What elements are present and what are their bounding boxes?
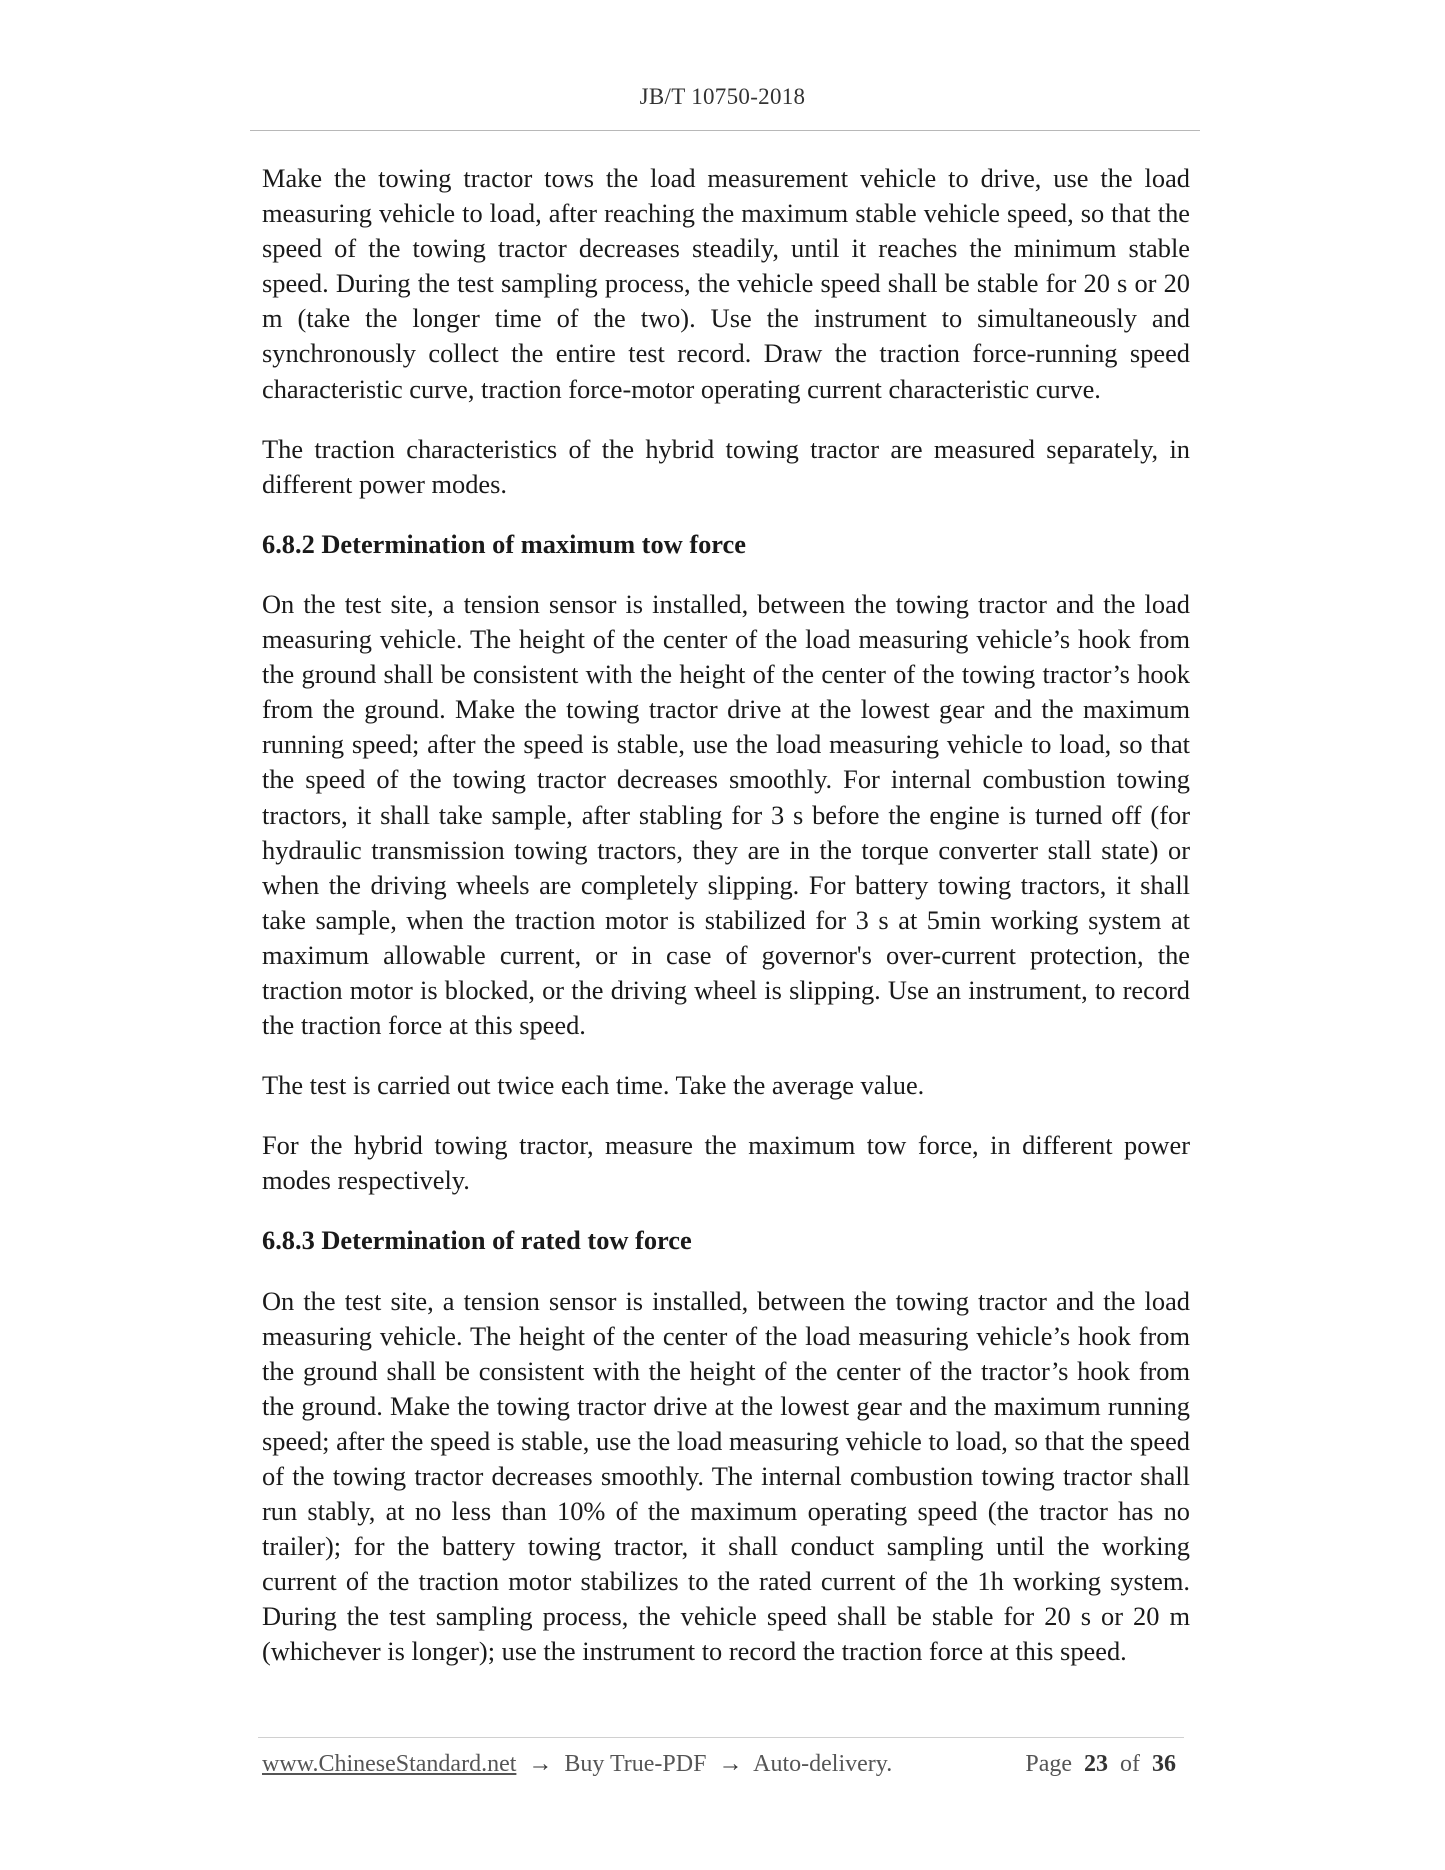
- body-paragraph-5: For the hybrid towing tractor, measure the maximum tow force, in different power modes respectively.: [262, 1130, 1190, 1196]
- page-current: 23: [1084, 1751, 1108, 1777]
- page-footer: [262, 1751, 1184, 1785]
- footer-purchase-info: [262, 1751, 892, 1778]
- section-heading-6-8-2: 6.8.2 Determination of maximum tow force: [262, 528, 746, 559]
- page-number: [1025, 1751, 1182, 1778]
- body-paragraph-6: On the test site, a tension sensor is installed, between the towing tractor and the load measuring vehicle. The height of the center of the load measuring vehicle’s hook from the ground shall be consistent with the height of the center of the tractor’s hook from the ground. Make the towing tractor drive at the lowest gear and the maximum running speed; after the speed is stable, use the load measuring vehicle to load, so that the speed of the towing tractor decreases smoothly. The internal combustion towing tractor shall run stably, at no less than 10% of the maximum operating speed (the tractor has no trailer); for the battery towing tractor, it shall conduct sampling until the working current of the traction motor stabilizes to the rated current of the 1h working system. During the test sampling process, the vehicle speed shall be stable for 20 s or 20 m (whichever is longer); use the instrument to record the traction force at this speed.: [262, 1285, 1190, 1667]
- footer-divider: [258, 1737, 1184, 1738]
- buy-true-pdf-text: Buy True-PDF: [564, 1751, 707, 1777]
- auto-delivery-text: Auto-delivery.: [753, 1751, 893, 1777]
- header-divider: [250, 130, 1200, 131]
- body-paragraph-2: The traction characteristics of the hybrid towing tractor are measured separately, in different power modes.: [262, 433, 1190, 499]
- body-paragraph-1: Make the towing tractor tows the load measurement vehicle to drive, use the load measuring vehicle to load, after reaching the maximum stable vehicle speed, so that the speed of the towing tractor decreases steadily, until it reaches the minimum stable speed. During the test sampling process, the vehicle speed shall be stable for 20 s or 20 m (take the longer time of the two). Use the instrument to simultaneously and synchronously collect the entire test record. Draw the traction force-running speed characteristic curve, traction force-motor operating current characteristic curve.: [262, 163, 1190, 404]
- document-id-header: JB/T 10750-2018: [639, 84, 806, 109]
- page-label: Page: [1025, 1751, 1072, 1777]
- section-heading-6-8-3: 6.8.3 Determination of rated tow force: [262, 1225, 692, 1256]
- page-total: 36: [1152, 1751, 1176, 1777]
- page-of-label: of: [1120, 1751, 1140, 1777]
- body-paragraph-3: On the test site, a tension sensor is installed, between the towing tractor and the load measuring vehicle. The height of the center of the load measuring vehicle’s hook from the ground shall be consistent with the height of the center of the towing tractor’s hook from the ground. Make the towing tractor drive at the lowest gear and the maximum running speed; after the speed is stable, use the load measuring vehicle to load, so that the speed of the towing tractor decreases smoothly. For internal combustion towing tractors, it shall take sample, after stabling for 3 s before the engine is turned off (for hydraulic transmission towing tractors, they are in the torque converter stall state) or when the driving wheels are completely slipping. For battery towing tractors, it shall take sample, when the traction motor is stabilized for 3 s at 5min working system at maximum allowable current, or in case of governor's over-current protection, the traction motor is blocked, or the driving wheel is slipping. Use an instrument, to record the traction force at this speed.: [262, 588, 1190, 1041]
- page-body: [262, 161, 1190, 1695]
- site-link[interactable]: www.ChineseStandard.net: [262, 1751, 517, 1777]
- right-arrow-icon: →: [528, 1751, 553, 1777]
- body-paragraph-4: The test is carried out twice each time. Take the average value.: [262, 1070, 925, 1101]
- right-arrow-icon: →: [718, 1751, 743, 1777]
